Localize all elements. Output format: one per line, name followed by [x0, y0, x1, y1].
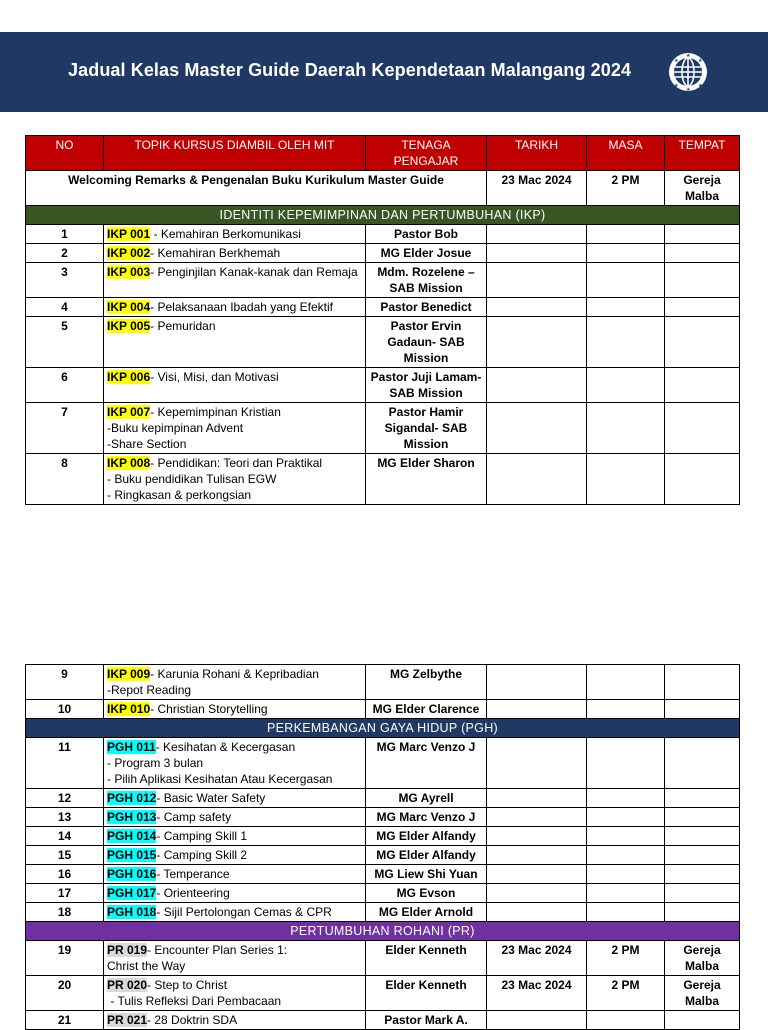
course-title: Christian Storytelling	[157, 702, 268, 716]
col-header-teacher: TENAGA PENGAJAR	[366, 136, 487, 171]
course-title: Camping Skill 1	[163, 829, 248, 843]
row-teacher: Mdm. Rozelene – SAB Mission	[366, 263, 487, 298]
table-row	[26, 738, 740, 789]
row-topic	[104, 976, 366, 1011]
row-topic	[104, 244, 366, 263]
course-title: Basic Water Safety	[163, 791, 266, 805]
row-date	[487, 298, 587, 317]
course-code: PGH 012	[107, 791, 157, 805]
row-topic	[104, 789, 366, 808]
course-title: Pendidikan: Teori dan Praktikal	[157, 456, 323, 470]
row-date	[487, 1011, 587, 1030]
row-date	[487, 368, 587, 403]
row-place	[665, 454, 740, 505]
col-header-place: TEMPAT	[665, 136, 740, 171]
row-time	[587, 789, 665, 808]
course-title: Pemuridan	[157, 319, 216, 333]
title-banner	[0, 32, 768, 112]
row-time	[587, 846, 665, 865]
row-topic	[104, 865, 366, 884]
row-time	[587, 884, 665, 903]
row-no: 6	[26, 368, 104, 403]
row-no: 8	[26, 454, 104, 505]
row-topic	[104, 700, 366, 719]
row-teacher: Pastor Mark A.	[366, 1011, 487, 1030]
row-date	[487, 665, 587, 700]
row-time	[587, 700, 665, 719]
course-code: IKP 007	[107, 405, 151, 419]
row-date	[487, 738, 587, 789]
course-title: 28 Doktrin SDA	[154, 1013, 238, 1027]
course-code: IKP 002	[107, 246, 151, 260]
row-date	[487, 317, 587, 368]
row-teacher: Elder Kenneth	[366, 941, 487, 976]
row-topic	[104, 225, 366, 244]
course-subitem: - Program 3 bulan	[107, 756, 204, 770]
row-time	[587, 827, 665, 846]
row-no: 17	[26, 884, 104, 903]
row-topic	[104, 317, 366, 368]
section-pr-title: PERTUMBUHAN ROHANI (PR)	[26, 922, 740, 941]
code-separator: -	[150, 456, 158, 470]
col-header-time: MASA	[587, 136, 665, 171]
row-time	[587, 454, 665, 505]
course-code: PGH 015	[107, 848, 157, 862]
row-topic	[104, 738, 366, 789]
row-date	[487, 808, 587, 827]
svg-text:★: ★	[698, 83, 703, 89]
row-place	[665, 903, 740, 922]
schedule-table-part-2	[25, 664, 740, 1030]
row-place	[665, 884, 740, 903]
course-subitem: -Repot Reading	[107, 683, 192, 697]
row-no: 12	[26, 789, 104, 808]
row-place	[665, 298, 740, 317]
row-place	[665, 225, 740, 244]
table-row	[26, 244, 740, 263]
table-row	[26, 403, 740, 454]
row-topic	[104, 368, 366, 403]
row-no: 20	[26, 976, 104, 1011]
code-separator: -	[150, 319, 158, 333]
table-row	[26, 884, 740, 903]
table-row	[26, 1011, 740, 1030]
course-code: PGH 016	[107, 867, 157, 881]
table-row	[26, 317, 740, 368]
code-separator: -	[147, 943, 155, 957]
row-date	[487, 403, 587, 454]
table-row	[26, 941, 740, 976]
course-title: Encounter Plan Series 1:	[154, 943, 288, 957]
table-row	[26, 827, 740, 846]
row-date	[487, 884, 587, 903]
row-topic	[104, 884, 366, 903]
table-header-row	[26, 136, 740, 171]
col-header-topic: TOPIK KURSUS DIAMBIL OLEH MIT	[104, 136, 366, 171]
row-teacher: Pastor Hamir Sigandal- SAB Mission	[366, 403, 487, 454]
row-time	[587, 665, 665, 700]
table-row	[26, 789, 740, 808]
course-code: PGH 011	[107, 740, 156, 754]
row-teacher: MG Marc Venzo J	[366, 808, 487, 827]
course-code: PR 021	[107, 1013, 148, 1027]
row-date	[487, 846, 587, 865]
row-place	[665, 665, 740, 700]
row-teacher: Pastor Ervin Gadaun- SAB Mission	[366, 317, 487, 368]
row-topic	[104, 1011, 366, 1030]
course-subitem: -Share Section	[107, 437, 187, 451]
section-ikp-row	[26, 206, 740, 225]
row-place	[665, 403, 740, 454]
row-topic	[104, 941, 366, 976]
row-teacher: MG Elder Clarence	[366, 700, 487, 719]
row-teacher: MG Elder Arnold	[366, 903, 487, 922]
row-no: 4	[26, 298, 104, 317]
table-row	[26, 298, 740, 317]
row-place	[665, 700, 740, 719]
table-row	[26, 846, 740, 865]
table-row	[26, 903, 740, 922]
table-row	[26, 454, 740, 505]
course-code: PGH 013	[107, 810, 157, 824]
course-code: PGH 018	[107, 905, 157, 919]
course-code: PGH 014	[107, 829, 157, 843]
row-no: 13	[26, 808, 104, 827]
course-code: IKP 003	[107, 265, 151, 279]
code-separator: -	[156, 886, 164, 900]
row-date	[487, 865, 587, 884]
code-separator: -	[156, 905, 164, 919]
row-date	[487, 263, 587, 298]
course-subitem: - Tulis Refleksi Dari Pembacaan	[107, 994, 282, 1008]
row-no: 16	[26, 865, 104, 884]
row-no: 19	[26, 941, 104, 976]
row-place	[665, 1011, 740, 1030]
row-no: 18	[26, 903, 104, 922]
page-title: Jadual Kelas Master Guide Daerah Kependetaan Malangang 2024	[68, 60, 632, 80]
course-subitem: - Buku pendidikan Tulisan EGW	[107, 472, 277, 486]
row-time	[587, 225, 665, 244]
row-place	[665, 317, 740, 368]
course-code: IKP 010	[107, 702, 151, 716]
row-date	[487, 827, 587, 846]
code-separator: -	[150, 265, 158, 279]
globe-emblem-icon	[668, 45, 708, 99]
course-title: Temperance	[163, 867, 230, 881]
course-title: Visi, Misi, dan Motivasi	[157, 370, 279, 384]
course-code: IKP 006	[107, 370, 151, 384]
row-date	[487, 244, 587, 263]
row-teacher: MG Marc Venzo J	[366, 738, 487, 789]
course-code: PR 019	[107, 943, 148, 957]
row-time	[587, 298, 665, 317]
welcome-time: 2 PM	[587, 171, 665, 206]
row-time: 2 PM	[587, 976, 665, 1011]
course-subitem: - Pilih Aplikasi Kesihatan Atau Kecergasan	[107, 772, 333, 786]
row-teacher: MG Elder Alfandy	[366, 827, 487, 846]
schedule-table-part-1	[25, 135, 740, 505]
code-separator: -	[150, 370, 158, 384]
row-date: 23 Mac 2024	[487, 976, 587, 1011]
row-no: 2	[26, 244, 104, 263]
row-time	[587, 808, 665, 827]
row-time	[587, 865, 665, 884]
row-place	[665, 244, 740, 263]
row-date	[487, 903, 587, 922]
course-title: Kemahiran Berkhemah	[157, 246, 281, 260]
course-code: PR 020	[107, 978, 148, 992]
row-teacher: Elder Kenneth	[366, 976, 487, 1011]
svg-text:★: ★	[686, 53, 691, 59]
row-time	[587, 368, 665, 403]
row-topic	[104, 808, 366, 827]
row-place	[665, 827, 740, 846]
code-separator: -	[150, 405, 158, 419]
course-subitem: -Buku kepimpinan Advent	[107, 421, 244, 435]
row-time	[587, 1011, 665, 1030]
code-separator: -	[147, 978, 155, 992]
table-row	[26, 808, 740, 827]
row-date	[487, 700, 587, 719]
row-no: 10	[26, 700, 104, 719]
row-topic	[104, 665, 366, 700]
welcome-topic: Welcoming Remarks & Pengenalan Buku Kurikulum Master Guide	[26, 171, 487, 206]
row-time	[587, 244, 665, 263]
course-title: Karunia Rohani & Kepribadian	[157, 667, 319, 681]
course-code: IKP 001	[107, 227, 151, 241]
code-separator: -	[150, 227, 161, 241]
row-no: 14	[26, 827, 104, 846]
row-place	[665, 846, 740, 865]
row-time	[587, 403, 665, 454]
row-no: 11	[26, 738, 104, 789]
code-separator: -	[150, 702, 158, 716]
code-separator: -	[147, 1013, 155, 1027]
row-teacher: MG Zelbythe	[366, 665, 487, 700]
row-no: 9	[26, 665, 104, 700]
course-title: Step to Christ	[154, 978, 228, 992]
course-code: IKP 009	[107, 667, 151, 681]
course-title: Penginjilan Kanak-kanak dan Remaja	[157, 265, 358, 279]
row-teacher: MG Elder Josue	[366, 244, 487, 263]
row-teacher: MG Elder Alfandy	[366, 846, 487, 865]
course-title: Kesihatan & Kecergasan	[163, 740, 296, 754]
svg-text:★: ★	[686, 87, 691, 93]
course-subitem: - Ringkasan & perkongsian	[107, 488, 252, 502]
section-pgh-title: PERKEMBANGAN GAYA HIDUP (PGH)	[26, 719, 740, 738]
row-place: Gereja Malba	[665, 976, 740, 1011]
course-title: Sijil Pertolongan Cemas & CPR	[163, 905, 332, 919]
svg-text:★: ★	[674, 83, 679, 89]
table-row	[26, 665, 740, 700]
course-title: Pelaksanaan Ibadah yang Efektif	[157, 300, 333, 314]
course-code: PGH 017	[107, 886, 157, 900]
section-pr-row	[26, 922, 740, 941]
row-date: 23 Mac 2024	[487, 941, 587, 976]
row-date	[487, 225, 587, 244]
row-place	[665, 789, 740, 808]
code-separator: -	[150, 300, 158, 314]
col-header-no: NO	[26, 136, 104, 171]
row-no: 3	[26, 263, 104, 298]
table-row	[26, 700, 740, 719]
row-time	[587, 903, 665, 922]
row-topic	[104, 454, 366, 505]
welcome-row	[26, 171, 740, 206]
code-separator: -	[156, 829, 164, 843]
col-header-date: TARIKH	[487, 136, 587, 171]
row-teacher: MG Elder Sharon	[366, 454, 487, 505]
row-date	[487, 789, 587, 808]
row-no: 7	[26, 403, 104, 454]
svg-text:★: ★	[698, 58, 703, 64]
row-place	[665, 263, 740, 298]
course-title: Kemahiran Berkomunikasi	[160, 227, 301, 241]
code-separator: -	[156, 810, 164, 824]
row-teacher: MG Liew Shi Yuan	[366, 865, 487, 884]
course-code: IKP 005	[107, 319, 151, 333]
code-separator: -	[155, 740, 164, 754]
row-no: 15	[26, 846, 104, 865]
course-title: Kepemimpinan Kristian	[157, 405, 281, 419]
row-topic	[104, 263, 366, 298]
course-code: IKP 008	[107, 456, 151, 470]
row-place	[665, 865, 740, 884]
row-place	[665, 738, 740, 789]
row-topic	[104, 403, 366, 454]
row-topic	[104, 846, 366, 865]
course-subitem: Christ the Way	[107, 959, 186, 973]
row-no: 5	[26, 317, 104, 368]
code-separator: -	[150, 246, 158, 260]
section-pgh-row	[26, 719, 740, 738]
course-code: IKP 004	[107, 300, 151, 314]
code-separator: -	[156, 848, 164, 862]
welcome-place: Gereja Malba	[665, 171, 740, 206]
row-teacher: MG Ayrell	[366, 789, 487, 808]
svg-text:★: ★	[674, 58, 679, 64]
row-place	[665, 808, 740, 827]
row-no: 21	[26, 1011, 104, 1030]
row-time	[587, 317, 665, 368]
row-date	[487, 454, 587, 505]
row-topic	[104, 903, 366, 922]
row-teacher: Pastor Bob	[366, 225, 487, 244]
row-time	[587, 738, 665, 789]
code-separator: -	[156, 867, 164, 881]
row-no: 1	[26, 225, 104, 244]
table-row	[26, 865, 740, 884]
row-teacher: MG Evson	[366, 884, 487, 903]
table-row	[26, 976, 740, 1011]
table-row	[26, 368, 740, 403]
code-separator: -	[150, 667, 158, 681]
row-time: 2 PM	[587, 941, 665, 976]
course-title: Camping Skill 2	[163, 848, 248, 862]
table-row	[26, 263, 740, 298]
row-place	[665, 368, 740, 403]
row-teacher: Pastor Juji Lamam- SAB Mission	[366, 368, 487, 403]
welcome-date: 23 Mac 2024	[487, 171, 587, 206]
row-topic	[104, 827, 366, 846]
row-teacher: Pastor Benedict	[366, 298, 487, 317]
section-ikp-title: IDENTITI KEPEMIMPINAN DAN PERTUMBUHAN (IKP)	[26, 206, 740, 225]
row-place: Gereja Malba	[665, 941, 740, 976]
course-title: Camp safety	[163, 810, 232, 824]
table-row	[26, 225, 740, 244]
code-separator: -	[156, 791, 164, 805]
course-title: Orienteering	[163, 886, 230, 900]
row-topic	[104, 298, 366, 317]
row-time	[587, 263, 665, 298]
